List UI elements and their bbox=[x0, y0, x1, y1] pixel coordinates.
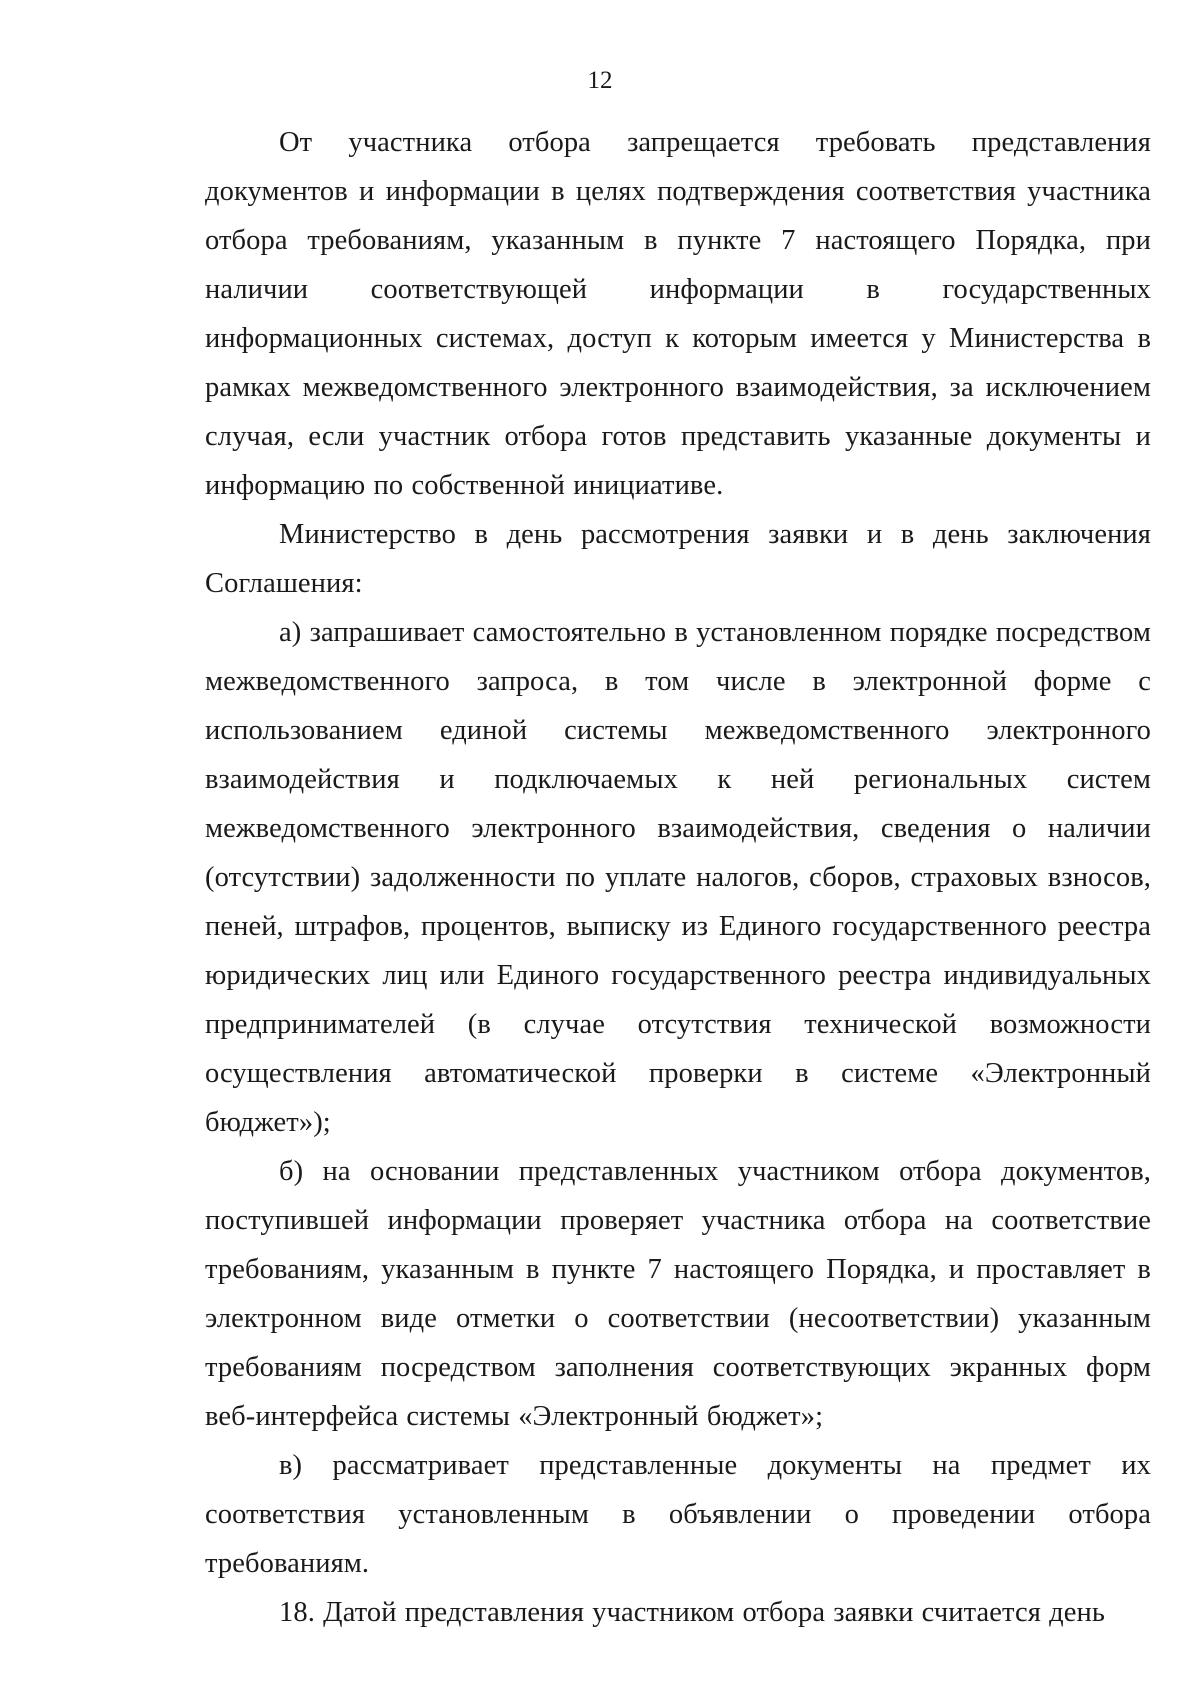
paragraph-item-b: б) на основании представленных участником отбора документов, поступившей информации проверяет участника отбора на соответствие требованиям, указанным в пункте 7 настоящего Порядка, и проставляет в электронном виде отметки о соответствии (несоответствии) указанным требованиям посредством заполнения соответствующих экранных форм веб-интерфейса системы «Электронный бюджет»; bbox=[205, 1156, 1151, 1432]
paragraph-item-a: а) запрашивает самостоятельно в установленном порядке посредством межведомственного запроса, в том числе в электронной форме с использованием единой системы межведомственного электронного взаимодействия и подключаемых к ней региональных систем межведомственного электронного взаимодействия, сведения о наличии (отсутствии) задолженности по уплате налогов, сборов, страховых взносов, пеней, штрафов, процентов, выписку из Единого государственного реестра юридических лиц или Единого государственного реестра индивидуальных предпринимателей (в случае отсутствия технической возможности осуществления автоматической проверки в системе «Электронный бюджет»); bbox=[205, 617, 1151, 1138]
page-number: 12 bbox=[587, 67, 613, 94]
paragraph-ministry-intro: Министерство в день рассмотрения заявки и в день заключения Соглашения: bbox=[205, 519, 1151, 599]
paragraph-document-requirements: От участника отбора запрещается требовать представления документов и информации в целях подтверждения соответствия участника отбора требованиям, указанным в пункте 7 настоящего Порядка, при наличии соответствующей информации в государственных информационных системах, доступ к которым имеется у Министерства в рамках межведомственного электронного взаимодействия, за исключением случая, если участник отбора готов представить указанные документы и информацию по собственной инициативе. bbox=[205, 127, 1151, 501]
paragraph-section-18: 18. Датой представления участником отбора заявки считается день bbox=[279, 1597, 1105, 1628]
document-body bbox=[205, 118, 1151, 1637]
paragraph-item-v: в) рассматривает представленные документы на предмет их соответствия установленным в объявлении о проведении отбора требованиям. bbox=[205, 1450, 1151, 1579]
